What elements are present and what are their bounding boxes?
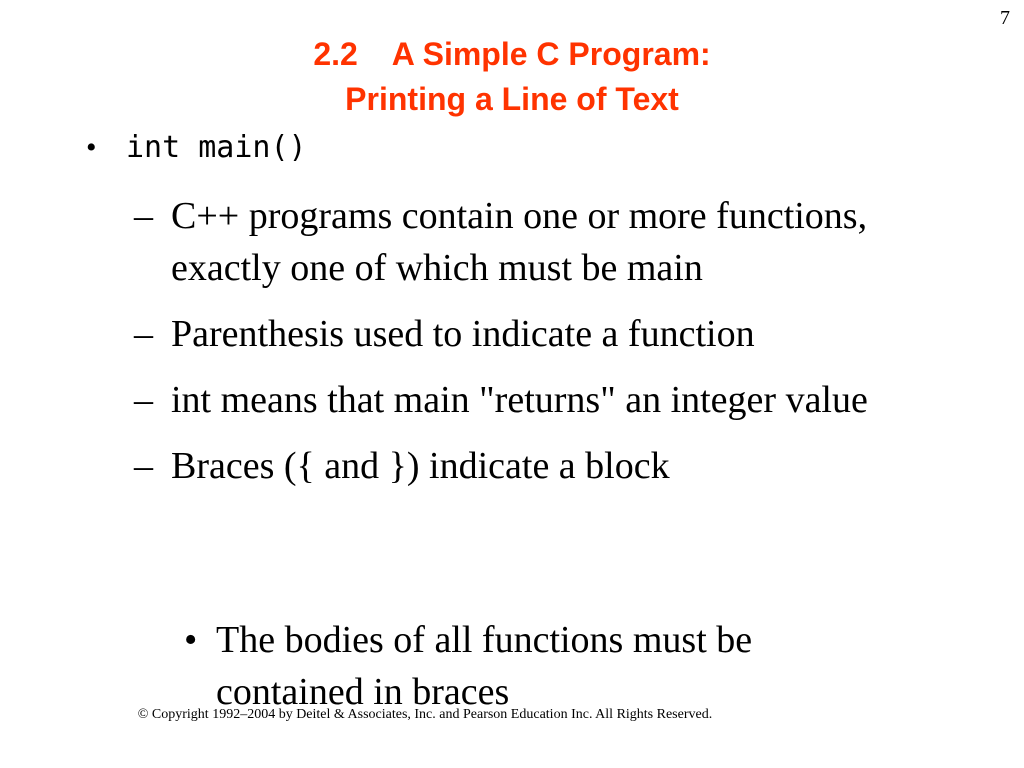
dash-marker: – (134, 445, 153, 487)
bullet-marker: • (184, 619, 198, 661)
main-bullet (86, 128, 307, 168)
sub-bullet-text: Braces ({ and }) indicate a block (171, 445, 670, 487)
sub-bullet (134, 440, 924, 492)
sub-bullet (134, 308, 924, 360)
title-line-2: Printing a Line of Text (345, 81, 679, 117)
section-number: 2.2 (313, 36, 358, 72)
sub-bullet-text: C++ programs contain one or more functions, exactly one of which must be main (171, 195, 868, 289)
slide-title (0, 32, 1024, 122)
sub-bullet-list (134, 190, 924, 506)
dash-marker: – (134, 379, 153, 421)
dash-marker: – (134, 313, 153, 355)
sub-sub-bullet-text: The bodies of all functions must be contained in braces (216, 619, 753, 713)
title-text-1: A Simple C Program: (391, 36, 711, 72)
page-number: 7 (1000, 7, 1010, 29)
bullet-marker: • (86, 131, 97, 164)
code-text: int main() (126, 130, 307, 165)
sub-bullet-text: int means that main "returns" an integer value (171, 379, 868, 421)
sub-bullet (134, 190, 924, 294)
sub-sub-bullet (184, 614, 904, 718)
sub-bullet-text: Parenthesis used to indicate a function (171, 313, 755, 355)
copyright-footer: © Copyright 1992–2004 by Deitel & Associates, Inc. and Pearson Education Inc. All Rights Reserved. (137, 707, 713, 722)
sub-bullet (134, 374, 924, 426)
dash-marker: – (134, 195, 153, 237)
title-line-1 (0, 32, 1024, 77)
